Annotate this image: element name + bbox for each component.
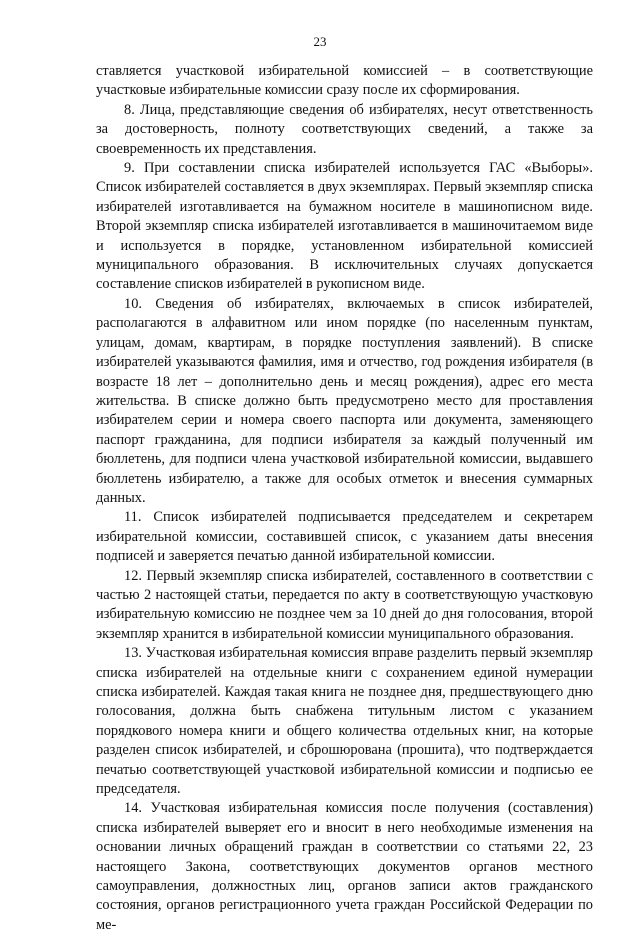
paragraph-11: 11. Список избирателей подписывается председателем и секретарем избирательной комиссии, составившей список, с указанием даты внесения подписей и заверяется печатью данной избирательной комиссии. [96, 509, 593, 565]
paragraph-13: 13. Участковая избирательная комиссия вправе разделить первый экземпляр списка избирателей на отдельные книги с сохранением единой нумерации списка избирателей. Каждая такая книга не позднее дня, предшествующего дню голосования, должна быть снабжена титульным листом с указанием порядкового номера книги и общего количества отдельных книг, на которые разделен список избирателей, и сброшюрована (прошита), что подтверждается печатью соответствующей участковой избирательной комиссии и подписью ее председателя. [96, 645, 593, 798]
paragraph-14: 14. Участковая избирательная комиссия после получения (составления) списка избирателей выверяет его и вносит в него необходимые изменения на основании личных обращений граждан в соответствии со статьями 22, 23 настоящего Закона, соответствующих документов органов местного самоуправления, должностных лиц, органов записи актов гражданского состояния, органов регистрационного учета граждан Российской Федерации по ме- [96, 800, 593, 933]
paragraph-12: 12. Первый экземпляр списка избирателей, составленного в соответствии с частью 2 настоящей статьи, передается по акту в соответствующую участковую избирательную комиссию не позднее чем за 10 дней до дня голосования, второй экземпляр хранится в избирательной комиссии муниципального образования. [96, 567, 593, 642]
paragraph-8: 8. Лица, представляющие сведения об избирателях, несут ответственность за достоверность, полноту соответствующих сведений, а также за своевременность их представления. [96, 101, 593, 157]
paragraph-9: 9. При составлении списка избирателей используется ГАС «Выборы». Список избирателей составляется в двух экземплярах. Первый экземпляр списка избирателей изготавливается на бумажном носителе в машинописном виде. Второй экземпляр списка избирателей изготавливается в машиночитаемом виде и используется в порядке, установленном избирательной комиссией муниципального образования. В исключительных случаях допускается составление списков избирателей в рукописном виде. [96, 160, 593, 293]
document-body [96, 62, 593, 935]
paragraph-continuation: ставляется участковой избирательной комиссией – в соответствующие участковые избирательные комиссии сразу после их сформирования. [96, 63, 593, 99]
paragraph-10: 10. Сведения об избирателях, включаемых в список избирателей, располагаются в алфавитном или ином порядке (по населенным пунктам, улицам, домам, квартирам, в порядке поступления заявлений). В списке избирателей указываются фамилия, имя и отчество, год рождения избирателя (в возрасте 18 лет – дополнительно день и месяц рождения), адрес его места жительства. В списке должно быть предусмотрено место для проставления избирателем серии и номера своего паспорта или документа, заменяющего паспорт гражданина, для подписи избирателя за каждый полученный им бюллетень, для подписи члена участковой избирательной комиссии, выдавшего бюллетень избирателю, а также для особых отметок и внесения суммарных данных. [96, 295, 593, 506]
page-number: 23 [313, 34, 327, 49]
